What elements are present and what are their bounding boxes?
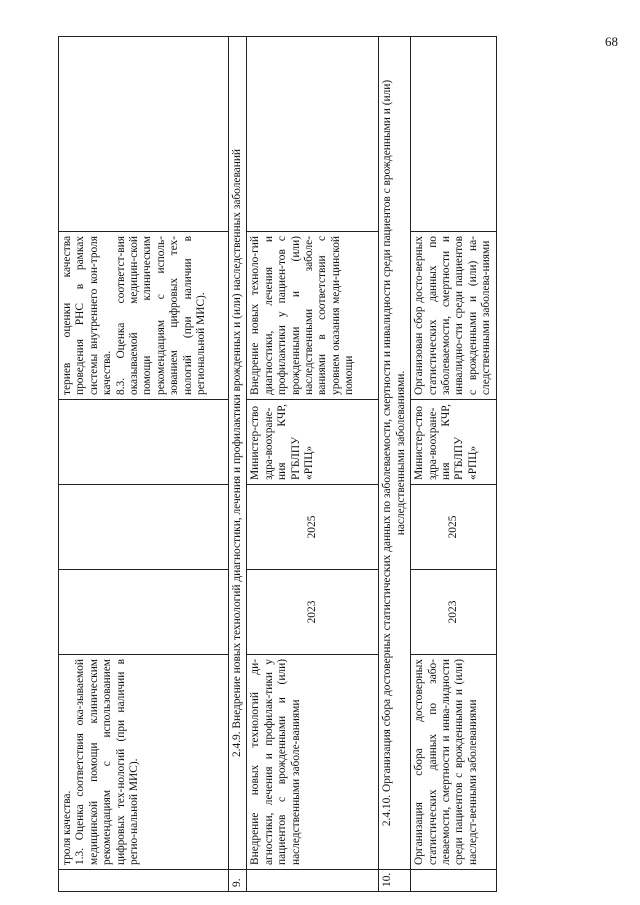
cell-result-10: Организован сбор досто-верных статистических данных по заболеваемости, смертности и инвалидно-сти среди пациентов с врожденными и (или) на-следственными заболева-ниями — [411, 232, 496, 400]
result-text-line-2: 8.3. Оценка соответст-вия оказываемой медицин-ской помощи клиническим рекомендациям с исполь-зованием цифровых тех-нологий (при наличии в региональной МИС). — [114, 236, 208, 395]
cell-result-9: Внедрение новых техноло-гий диагностики, лечения и профилактики у пациен-тов с врожденными и (или) наследственными заболе-ваниями в соответствии с уровнем оказания меди-цинской помощи — [247, 232, 379, 400]
cell-result-continuation — [59, 232, 229, 400]
cell-notes-10 — [411, 37, 496, 232]
cell-num-empty — [247, 870, 379, 892]
table-row-section-9 — [229, 37, 247, 892]
row-number-10: 10. — [379, 870, 411, 892]
cell-num-empty — [59, 870, 229, 892]
cell-end-10: 2025 — [411, 485, 496, 570]
table-row-continuation — [59, 37, 229, 892]
cell-responsible-empty — [59, 400, 229, 485]
cell-end-9: 2025 — [247, 485, 379, 570]
action-text-line-1: троля качества. — [61, 790, 73, 865]
section-title-10: 2.4.10. Организация сбора достоверных статистических данных по заболеваемости, смертности и инвалидности среди пациентов с врожденными и (или) наследственными заболеваниями. — [379, 37, 411, 870]
measures-table — [58, 36, 497, 892]
row-number-9: 9. — [229, 870, 247, 892]
section-title-9: 2.4.9. Внедрение новых технологий диагностики, лечения и профилактики врожденных и (или) наследственных заболеваний — [229, 37, 247, 870]
cell-start-10: 2023 — [411, 570, 496, 655]
action-text-line-2: 1.3. Оценка соответствия ока-зываемой медицинской помощи клиническим рекомендациям с использованием цифровых тех-нологий (при наличии в регио-нальной МИС). — [74, 659, 141, 865]
cell-action-continuation — [59, 655, 229, 870]
cell-notes-9 — [247, 37, 379, 232]
cell-responsible-9: Министер-ство здра-воохране-ния КЧР, РГБЛПУ «РПЦ» — [247, 400, 379, 485]
cell-responsible-10: Министер-ство здра-воохране-ния КЧР, РГБЛПУ «РПЦ» — [411, 400, 496, 485]
cell-start-9: 2023 — [247, 570, 379, 655]
cell-action-10: Организация сбора достоверных статистических данных по забо-леваемости, смертности и инва-лидности среди пациентов с врожденными и (или) наследст-венными заболеваниями — [411, 655, 496, 870]
cell-action-9: Внедрение новых технологий ди-агностики, лечения и профилак-тики у пациентов с врожденными и (или) наследственными заболе-ваниями — [247, 655, 379, 870]
table-row-9 — [247, 37, 379, 892]
cell-start-empty — [59, 570, 229, 655]
cell-notes-empty — [59, 37, 229, 232]
result-text-line-1: териев оценки качества проведения РНС в рамках системы внутреннего кон-троля качества. — [61, 236, 114, 395]
cell-end-empty — [59, 485, 229, 570]
rotated-table-container — [58, 37, 493, 892]
table-row-10 — [411, 37, 496, 892]
table-row-section-10 — [379, 37, 411, 892]
cell-num-empty — [411, 870, 496, 892]
page-number: 68 — [605, 34, 618, 49]
